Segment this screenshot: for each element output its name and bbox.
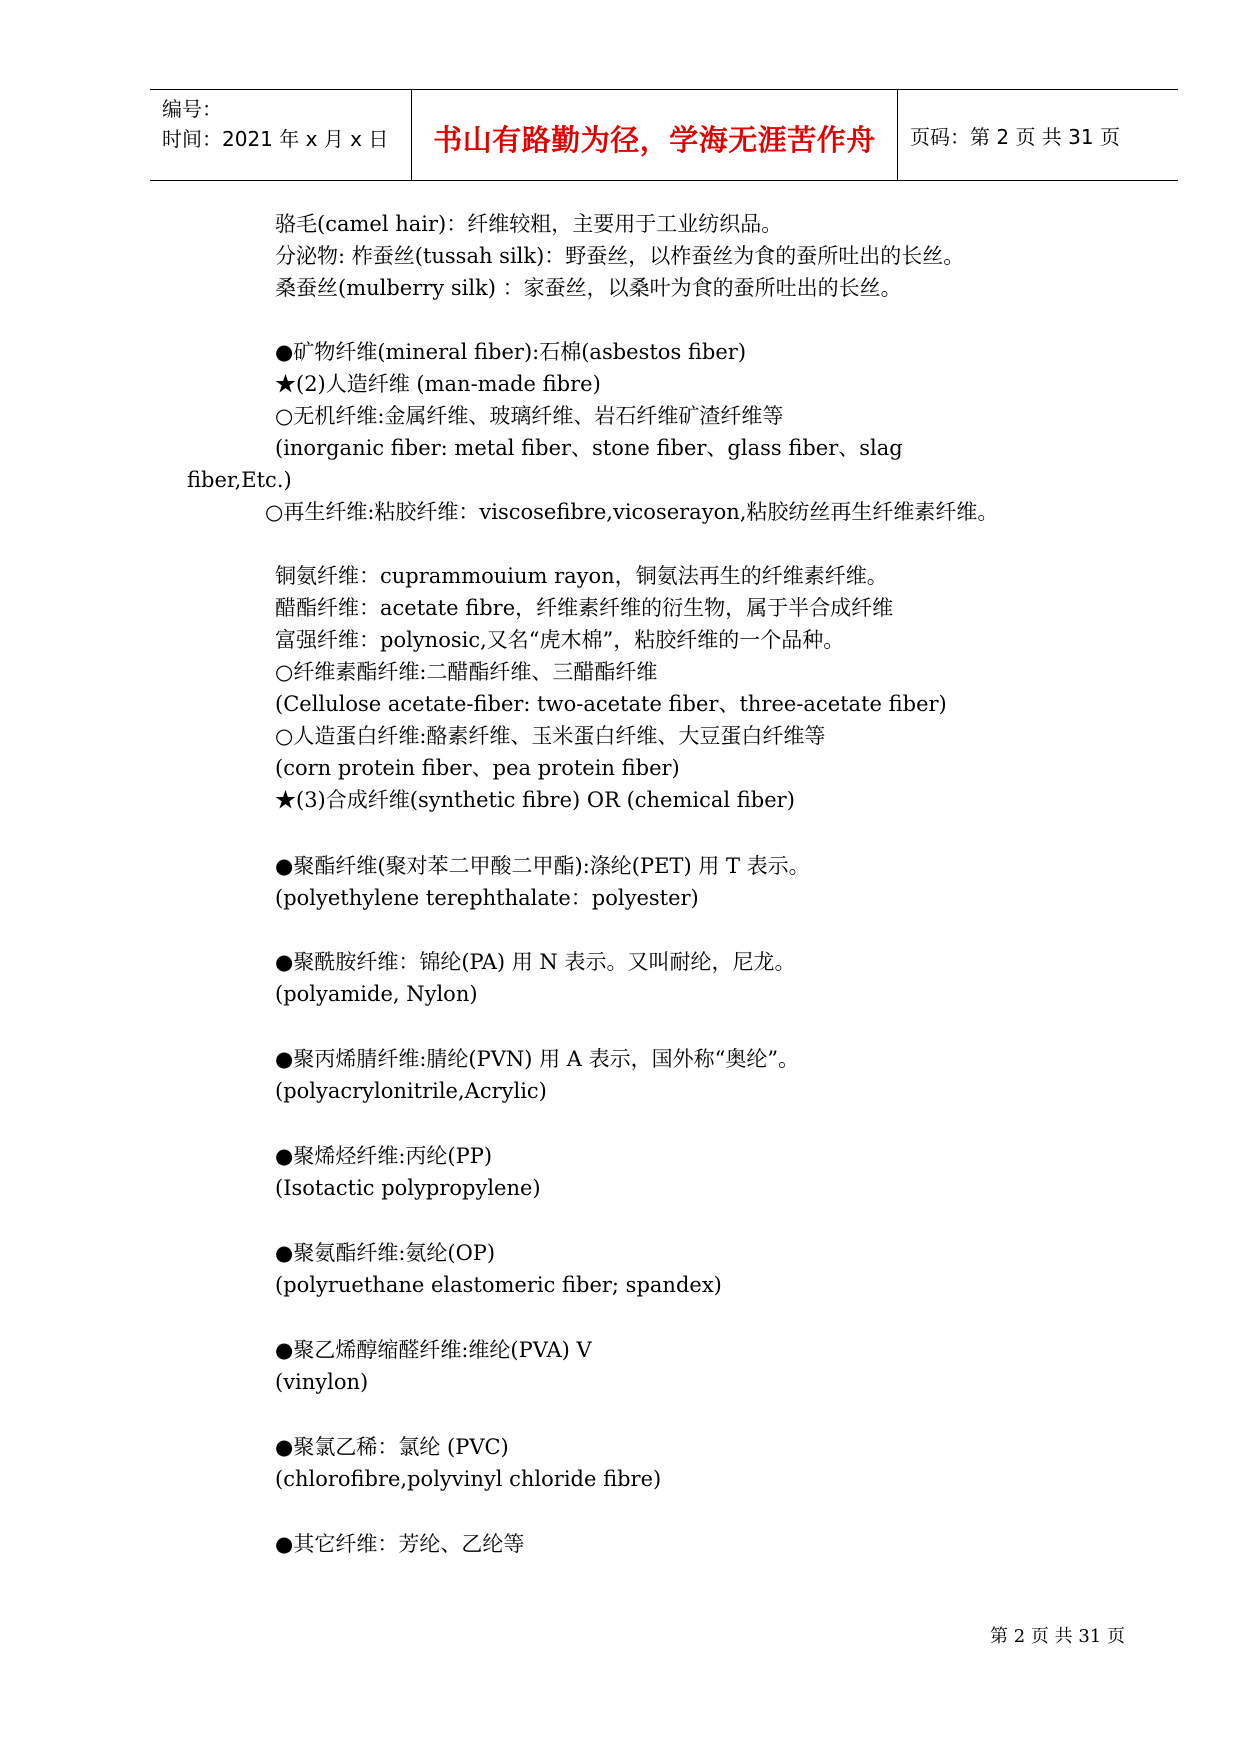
body-line: 骆毛(camel hair)：纤维较粗，主要用于工业纺织品。 [275, 212, 783, 236]
body-line: ○无机纤维:金属纤维、玻璃纤维、岩石纤维矿渣纤维等 [275, 404, 784, 428]
body-line: (polyacrylonitrile,Acrylic) [275, 1079, 547, 1103]
body-line: fiber,Etc.) [187, 468, 292, 492]
body-line: ●聚氯乙稀：氯纶 (PVC) [275, 1435, 509, 1459]
body-line: (polyamide, Nylon) [275, 982, 478, 1006]
body-line: 铜氨纤维：cuprammouium rayon，铜氨法再生的纤维素纤维。 [275, 564, 888, 588]
body-line: 醋酯纤维：acetate fibre，纤维素纤维的衍生物，属于半合成纤维 [275, 596, 894, 620]
body-line: ★(3)合成纤维(synthetic fibre) OR (chemical fiber) [275, 788, 795, 812]
time-label: 时间：2021 年 x 月 x 日 [162, 127, 389, 151]
page-label: 页码：第 2 页 共 31 页 [910, 124, 1120, 149]
motto-text: 书山有路勤为径，学海无涯苦作舟 [433, 122, 876, 157]
document-header [150, 89, 1178, 181]
body-line: ●聚酯纤维(聚对苯二甲酸二甲酯):涤纶(PET) 用 T 表示。 [275, 854, 810, 878]
body-line: ●其它纤维：芳纶、乙纶等 [275, 1532, 525, 1556]
body-line: ★(2)人造纤维 (man-made fibre) [275, 372, 601, 396]
body-line: (inorganic fiber: metal fiber、stone fiber、glass fiber、slag [275, 436, 903, 460]
header-page-cell [898, 90, 1178, 180]
body-line: (polyethylene terephthalate：polyester) [275, 886, 699, 910]
number-label: 编号： [162, 97, 222, 121]
body-line: (corn protein fiber、pea protein fiber) [275, 756, 680, 780]
body-line: ●聚烯烃纤维:丙纶(PP) [275, 1144, 493, 1168]
body-line: ○再生纤维:粘胶纤维：viscosefibre,vicoserayon,粘胶纺丝再生纤维素纤维。 [265, 500, 999, 524]
body-line: ○人造蛋白纤维:酪素纤维、玉米蛋白纤维、大豆蛋白纤维等 [275, 724, 826, 748]
body-line: ●聚丙烯腈纤维:腈纶(PVN) 用 A 表示，国外称“奥纶”。 [275, 1047, 800, 1071]
body-line: (Isotactic polypropylene) [275, 1176, 541, 1200]
body-line: (Cellulose acetate-fiber: two-acetate fiber、three-acetate fiber) [275, 692, 947, 716]
header-meta-cell [150, 90, 412, 180]
header-motto-cell [412, 90, 898, 180]
body-line: (chlorofibre,polyvinyl chloride fibre) [275, 1467, 662, 1491]
body-line: 分泌物: 柞蚕丝(tussah silk)：野蚕丝，以柞蚕丝为食的蚕所吐出的长丝。 [275, 244, 965, 268]
body-line: ●聚酰胺纤维：锦纶(PA) 用 N 表示。又叫耐纶，尼龙。 [275, 950, 796, 974]
body-line: ●聚氨酯纤维:氨纶(OP) [275, 1241, 496, 1265]
body-line: ○纤维素酯纤维:二醋酯纤维、三醋酯纤维 [275, 660, 658, 684]
body-line: 桑蚕丝(mulberry silk) ：家蚕丝，以桑叶为食的蚕所吐出的长丝。 [275, 276, 902, 300]
body-line: ●矿物纤维(mineral fiber):石棉(asbestos fiber) [275, 340, 747, 364]
page-footer: 第 2 页 共 31 页 [990, 1626, 1125, 1647]
body-line: (polyruethane elastomeric fiber; spandex) [275, 1273, 722, 1297]
body-line: 富强纤维：polynosic,又名“虎木棉”，粘胶纤维的一个品种。 [275, 628, 845, 652]
body-line: (vinylon) [275, 1370, 369, 1394]
body-line: ●聚乙烯醇缩醛纤维:维纶(PVA) V [275, 1338, 592, 1362]
